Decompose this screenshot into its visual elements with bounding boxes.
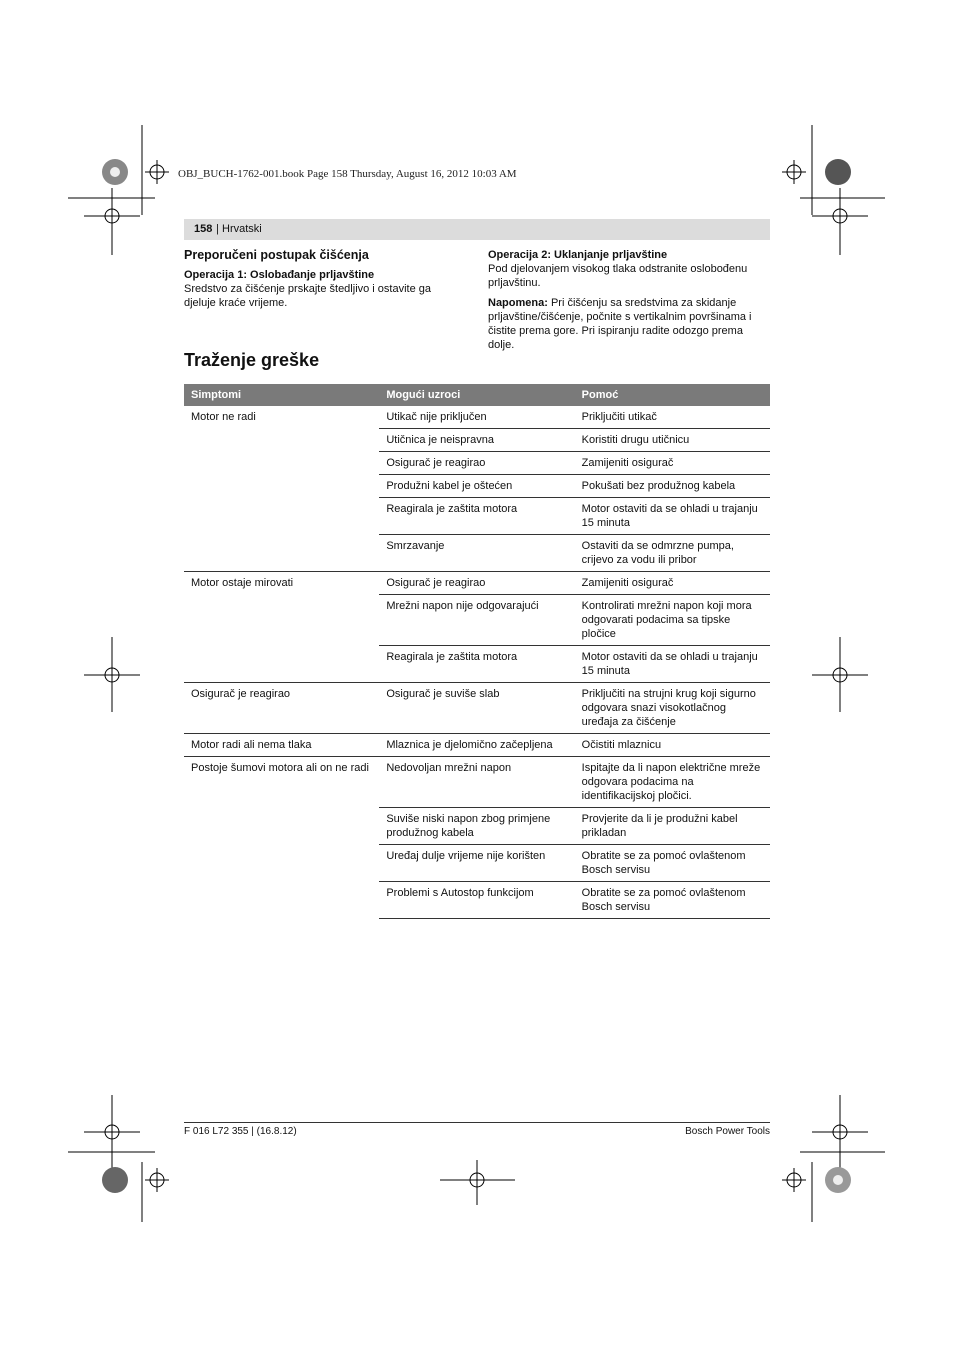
remedy-cell: Obratite se za pomoć ovlaštenom Bosch servisu [575,882,770,919]
table-row [184,683,770,734]
cause-cell: Suviše niski napon zbog primjene produžnog kabela [379,808,574,845]
remedy-cell: Kontrolirati mrežni napon koji mora odgovarati podacima sa tipske pločice [575,595,770,646]
remedy-cell: Obratite se za pomoć ovlaštenom Bosch servisu [575,845,770,882]
cause-cell: Problemi s Autostop funkcijom [379,882,574,919]
page-number: 158 [194,223,213,235]
table-row [184,734,770,757]
remedy-cell: Očistiti mlaznicu [575,734,770,757]
cause-cell: Produžni kabel je oštećen [379,475,574,498]
troubleshooting-table [184,384,770,919]
cause-cell: Reagirala je zaštita motora [379,646,574,683]
symptom-cell: Motor ostaje mirovati [184,572,379,683]
header-symptoms: Simptomi [184,384,379,406]
remedy-cell: Provjerite da li je produžni kabel prikladan [575,808,770,845]
symptom-cell: Motor ne radi [191,411,256,423]
table-row [184,757,770,808]
note-label: Napomena: [488,297,548,309]
header-causes: Mogući uzroci [379,384,574,406]
footer-rule [184,1122,770,1123]
symptom-cell: Motor radi ali nema tlaka [184,734,379,757]
footer-right: Bosch Power Tools [685,1126,770,1137]
cause-cell: Utikač nije priključen [386,411,487,423]
note-text: Pri čišćenju sa sredstvima za skidanje prljavštine/čišćenje, počnite s vertikalnim površinama i čistite prema gore. Pri ispiranju radite odozgo prema dolje. [488,297,752,351]
remedy-cell: Motor ostaviti da se ohladi u trajanju 15 minuta [575,498,770,535]
cause-cell: Mlaznica je djelomično začepljena [379,734,574,757]
remedy-cell: Priključiti utikač [581,411,657,423]
symptom-cell: Postoje šumovi motora ali on ne radi [184,757,379,919]
cleaning-heading: Preporučeni postupak čišćenja [184,248,369,262]
cleaning-right-column [488,248,770,358]
header-remedy: Pomoć [575,384,770,406]
cause-cell: Osigurač je reagirao [379,572,574,595]
page-header [184,219,770,240]
cause-cell: Osigurač je reagirao [379,452,574,475]
note-paragraph [488,296,770,352]
remedy-cell: Ostaviti da se odmrzne pumpa, crijevo za vodu ili pribor [575,535,770,572]
cause-cell: Nedovoljan mrežni napon [379,757,574,808]
cleaning-left-column [184,248,460,316]
symptom-cell: Osigurač je reagirao [184,683,379,734]
op1-text: Sredstvo za čišćenje prskajte štedljivo i ostavite ga djeluje kraće vrijeme. [184,283,432,309]
op2-text: Pod djelovanjem visokog tlaka odstranite oslobođenu prljavštinu. [488,263,748,289]
crop-info-line: OBJ_BUCH-1762-001.book Page 158 Thursday, August 16, 2012 10:03 AM [178,168,517,180]
remedy-cell: Priključiti na strujni krug koji sigurno odgovara snazi visokotlačnog uređaja za čišćenje [575,683,770,734]
header-separator: | [216,223,219,235]
remedy-cell: Koristiti drugu utičnicu [575,429,770,452]
cause-cell: Uređaj dulje vrijeme nije korišten [379,845,574,882]
troubleshooting-title: Traženje greške [184,350,320,370]
table-body [184,406,770,919]
header-language: Hrvatski [222,223,262,235]
table-row [184,572,770,595]
cause-cell: Smrzavanje [379,535,574,572]
cause-cell: Osigurač je suviše slab [379,683,574,734]
cause-cell: Mrežni napon nije odgovarajući [379,595,574,646]
op1-title: Operacija 1: Oslobađanje prljavštine [184,269,375,281]
op2-title: Operacija 2: Uklanjanje prljavštine [488,249,668,261]
remedy-cell: Zamijeniti osigurač [575,572,770,595]
remedy-cell: Ispitajte da li napon električne mreže odgovara podacima na identifikacijskoj pločici. [575,757,770,808]
remedy-cell: Zamijeniti osigurač [575,452,770,475]
table-row [184,406,770,429]
cause-cell: Reagirala je zaštita motora [379,498,574,535]
remedy-cell: Motor ostaviti da se ohladi u trajanju 15 minuta [575,646,770,683]
cause-cell: Utičnica je neispravna [379,429,574,452]
footer-left: F 016 L72 355 | (16.8.12) [184,1126,297,1137]
table-header-row [184,384,770,406]
remedy-cell: Pokušati bez produžnog kabela [575,475,770,498]
